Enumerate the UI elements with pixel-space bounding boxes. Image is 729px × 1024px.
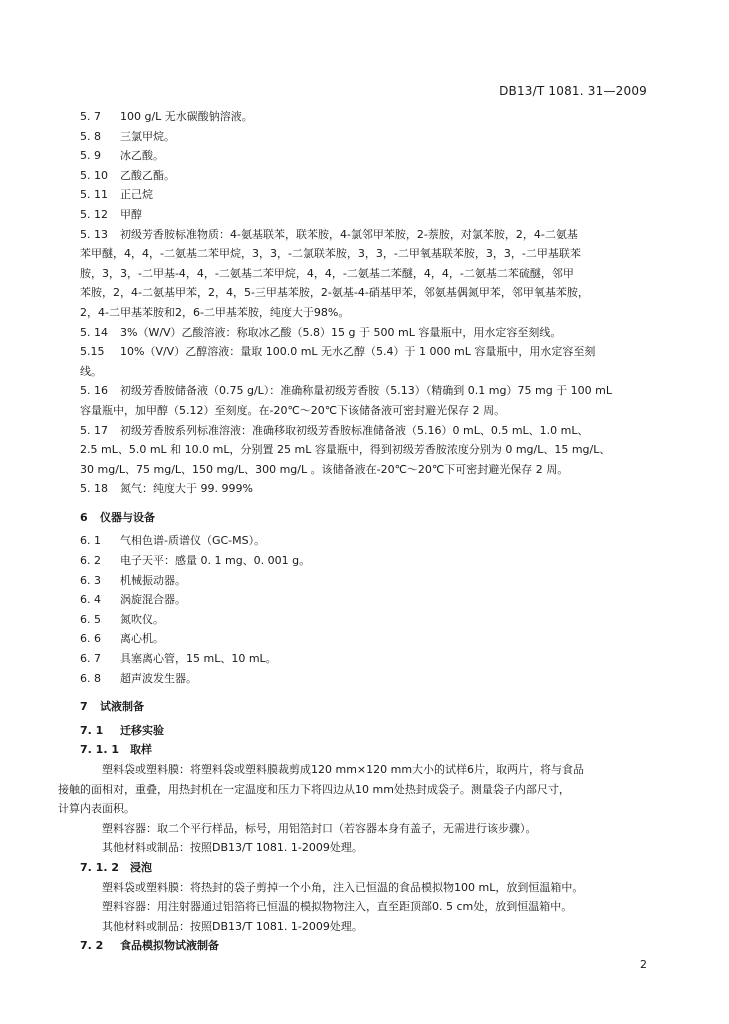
clause-number: 5.15 [80,345,105,359]
subsection-heading-7-1 [80,721,648,741]
clause-number: 5. 16 [80,384,108,398]
subsection-title: 食品模拟物试液制备 [120,939,219,953]
subsection-number: 7. 2 [80,939,104,953]
clause-text: 三氯甲烷。 [120,129,175,143]
clause-text: 具塞离心管，15 mL、10 mL。 [120,652,277,666]
clause-number: 5. 13 [80,227,108,241]
paragraph-plastic-container-soaking: 塑料容器：用注射器通过铝箔将已恒温的模拟物物注入，直至距顶部0. 5 cm处，放到恒温箱中。 [102,900,573,914]
clause-5-11 [80,185,648,205]
clause-5-7 [80,107,648,127]
clause-number: 5. 9 [80,149,101,163]
subsection-heading-7-2 [80,936,648,956]
section-number: 6 [80,510,88,524]
page-number: 2 [640,958,647,971]
subsection-title: 迁移实验 [120,723,164,737]
clause-number: 6. 3 [80,573,101,587]
clause-5-18 [80,479,648,499]
clause-text: 3%（W/V）乙酸溶液：称取冰乙酸（5.8）15 g 于 500 mL 容量瓶中，用水定容至刻线。 [120,325,562,339]
clause-number: 6. 4 [80,593,101,607]
clause-6-6 [80,629,648,649]
clause-number: 5. 10 [80,168,108,182]
clause-text: 气相色谱-质谱仪（GC-MS）。 [120,534,266,548]
subsection-number: 7. 1. 1 [80,743,119,757]
clause-continuation: 苯胺，2，4-二氨基甲苯，2，4，5-三甲基苯胺，2-氨基-4-硝基甲苯，邻氨基偶氮甲苯，邻甲氧基苯胺， [80,286,589,300]
clause-5-16 [80,381,648,401]
clause-5-14 [80,323,648,343]
clause-text: 10%（V/V）乙醇溶液：量取 100.0 mL 无水乙醇（5.4）于 1 000 mL 容量瓶中，用水定容至刻 [120,345,596,359]
clause-text: 超声波发生器。 [120,671,197,685]
clause-text: 初级芳香胺标准物质：4-氨基联苯，联苯胺，4-氯邻甲苯胺，2-萘胺，对氯苯胺，2，4-二氨基 [120,227,578,241]
clause-text: 甲醇 [120,207,142,221]
section-heading-7 [80,697,648,717]
clause-continuation: 2，4-二甲基苯胺和2，6-二甲基苯胺，纯度大于98%。 [80,305,350,319]
clause-continuation: 线。 [80,364,102,378]
clause-6-2 [80,551,648,571]
document-code: DB13/T 1081. 31—2009 [499,84,647,98]
clause-number: 5. 17 [80,423,108,437]
section-title: 试液制备 [100,700,144,714]
clause-5-8 [80,127,648,147]
section-heading-6 [80,508,648,528]
clause-number: 5. 8 [80,129,101,143]
clause-text: 正己烷 [120,188,153,202]
clause-number: 6. 5 [80,612,101,626]
paragraph-line: 接触的面相对，重叠，用热封机在一定温度和压力下将四边从10 mm处热封成袋子。测量袋子内部尺寸， [58,782,570,796]
paragraph-line: 计算内表面积。 [58,802,135,816]
clause-continuation: 容量瓶中，加甲醇（5.12）至刻度。在-20℃～20℃下该储备液可密封避光保存 2 周。 [80,403,506,417]
clause-text: 离心机。 [120,632,164,646]
subsection-heading-7-1-1 [80,740,648,760]
subsection-title: 浸泡 [130,860,152,874]
clause-5-17 [80,421,648,441]
clause-number: 6. 8 [80,671,101,685]
clause-5-13 [80,225,648,245]
clause-text: 氮气：纯度大于 99. 999% [120,482,253,496]
clause-continuation: 苯甲醚，4，4，-二氨基二苯甲烷，3，3，-二氯联苯胺，3，3，-二甲氧基联苯胺，3，3，-二甲基联苯 [80,247,581,261]
clause-number: 6. 6 [80,632,101,646]
subsection-number: 7. 1 [80,723,104,737]
subsection-heading-7-1-2 [80,858,648,878]
clause-number: 5. 11 [80,188,108,202]
clause-5-12 [80,205,648,225]
clause-number: 5. 7 [80,110,101,123]
clause-continuation: 胺，3，3，-二甲基-4，4，-二氨基二苯甲烷，4，4，-二氨基二苯醚，4，4，-二氨基二苯硫醚，邻甲 [80,266,574,280]
clause-number: 6. 1 [80,534,101,548]
document-body [58,107,648,956]
section-title: 仪器与设备 [100,510,155,524]
clause-text: 100 g/L 无水碳酸钠溶液。 [120,110,253,123]
clause-5-9 [80,146,648,166]
clause-text: 冰乙酸。 [120,149,164,163]
subsection-title: 取样 [130,743,152,757]
clause-6-7 [80,649,648,669]
subsection-number: 7. 1. 2 [80,860,119,874]
clause-continuation: 2.5 mL、5.0 mL 和 10.0 mL，分别置 25 mL 容量瓶中，得到初级芳香胺浓度分别为 0 mg/L、15 mg/L、 [80,443,611,457]
clause-text: 初级芳香胺储备液（0.75 g/L）：准确称量初级芳香胺（5.13）（精确到 0.1 mg）75 mg 于 100 mL [120,384,613,398]
clause-5-10 [80,166,648,186]
clause-number: 5. 14 [80,325,108,339]
clause-text: 氮吹仪。 [120,612,164,626]
paragraph-plastic-bag-soaking: 塑料袋或塑料膜：将热封的袋子剪掉一个小角，注入已恒温的食品模拟物100 mL，放到恒温箱中。 [102,880,584,894]
clause-text: 乙酸乙酯。 [120,168,175,182]
paragraph-other-materials-sampling: 其他材料或制品：按照DB13/T 1081. 1-2009处理。 [102,841,363,855]
clause-text: 机械振动器。 [120,573,186,587]
paragraph-plastic-container-sampling: 塑料容器：取二个平行样品，标号，用铝箔封口（若容器本身有盖子，无需进行该步骤）。 [102,821,537,835]
clause-text: 电子天平：感量 0. 1 mg、0. 001 g。 [120,554,311,568]
clause-number: 6. 7 [80,652,101,666]
clause-number: 6. 2 [80,554,101,568]
paragraph-line: 塑料袋或塑料膜：将塑料袋或塑料膜裁剪成120 mm×120 mm大小的试样6片，取两片，将与食品 [102,763,585,776]
clause-text: 初级芳香胺系列标准溶液：准确移取初级芳香胺标准储备液（5.16）0 mL、0.5 mL、1.0 mL、 [120,423,589,437]
clause-6-8 [80,669,648,689]
clause-6-3 [80,571,648,591]
paragraph-other-materials-soaking: 其他材料或制品：按照DB13/T 1081. 1-2009处理。 [102,919,363,933]
clause-number: 5. 12 [80,207,108,221]
clause-number: 5. 18 [80,482,108,496]
clause-continuation: 30 mg/L、75 mg/L、150 mg/L、300 mg/L 。该储备液在-20℃～20℃下可密封避光保存 2 周。 [80,462,569,476]
clause-6-5 [80,610,648,630]
clause-6-4 [80,590,648,610]
clause-text: 涡旋混合器。 [120,593,186,607]
section-number: 7 [80,700,88,714]
clause-5-15 [80,342,648,362]
paragraph-plastic-bag-sampling [58,760,648,819]
clause-6-1 [80,531,648,551]
